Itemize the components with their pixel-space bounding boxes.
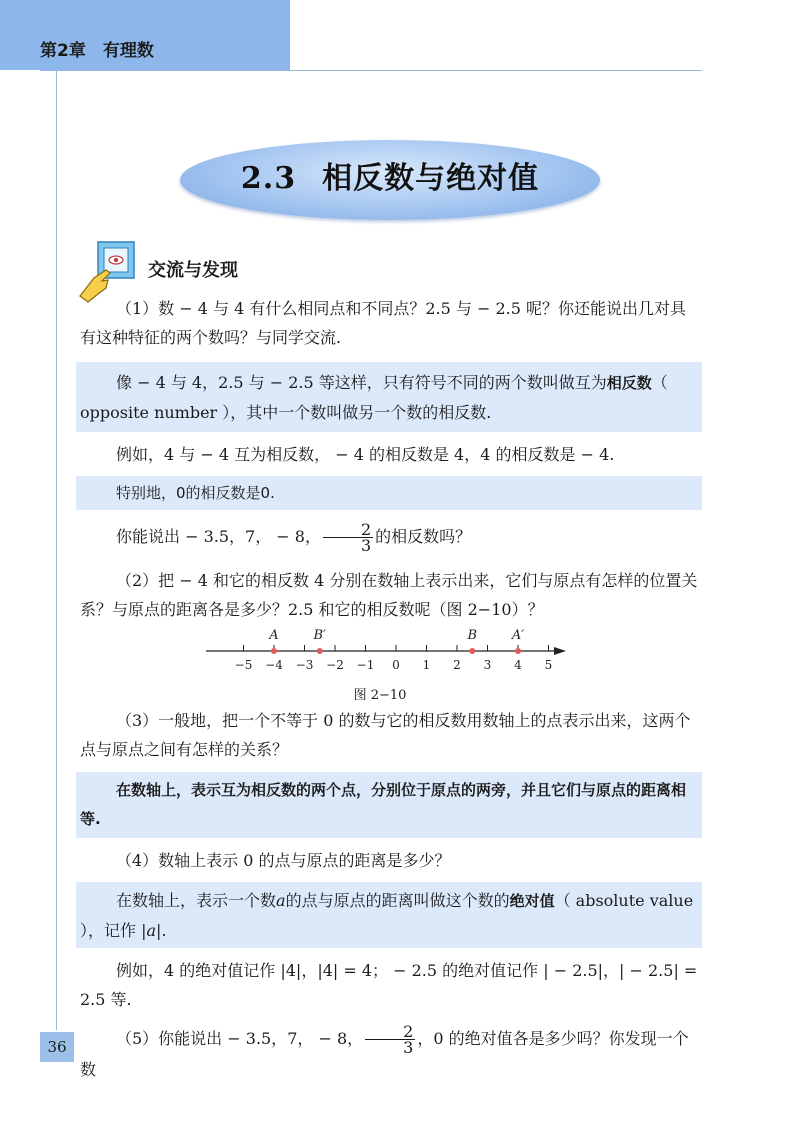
question-1: （1）数 − 4 与 4 有什么相同点和不同点？2.5 与 − 2.5 呢？你还能说出几对具有这种特征的两个数吗？与同学交流. [80,299,687,347]
question-5 [80,1024,702,1084]
special-note-box [76,476,702,510]
question-opposites [80,522,702,553]
point-marker [271,648,277,654]
tick-label: −1 [356,658,375,672]
left-margin-rule [56,70,57,1030]
point-label: A′ [511,628,525,643]
tick-label: 4 [514,658,522,672]
definition-opposite-after: （ opposite number ），其中一个数叫做另一个数的相反数. [80,373,668,422]
fraction-numerator: 2 [323,522,373,538]
absolute-def-middle: 的点与原点的距离叫做这个数的 [285,891,510,910]
page-number: 36 [47,1038,67,1056]
question-opposites-before: 你能说出 − 3.5，7， − 8， [116,527,321,546]
property-box-opposite-points [76,772,702,838]
point-label: B [467,628,478,643]
fraction-two-thirds [323,522,373,553]
tick-label: −2 [326,658,344,672]
term-opposite-number: 相反数 [606,374,652,392]
point-marker [469,648,475,654]
tick-label: −3 [295,658,314,672]
point-marker [317,648,323,654]
tick-label: 0 [392,658,400,672]
variable-a: a [276,891,286,910]
question-4: （4）数轴上表示 0 的点与原点的距离是多少？ [116,851,451,870]
term-absolute-value: 绝对值 [509,892,555,910]
section-title [180,140,600,220]
number-line-figure [196,620,576,680]
point-label: A [269,628,279,643]
section-title-text: 相反数与绝对值 [322,161,540,196]
absolute-def-end: |. [156,921,167,940]
definition-box-opposite [76,362,702,432]
point-label: B′ [313,628,327,643]
fraction-denominator-q5: 3 [403,1038,414,1057]
question-5-after: ，0 的绝对值各是多少吗？你发现一个数 [80,1029,689,1079]
question-3: （3）一般地，把一个不等于 0 的数与它的相反数用数轴上的点表示出来，这两个点与原点之间有怎样的关系？ [80,711,691,759]
figure-caption: 图 2−10 [353,688,407,703]
variable-a-notation: a [146,921,157,940]
chapter-label: 第2章 有理数 [40,41,154,61]
discover-heading: 交流与发现 [148,260,238,281]
tick-label: 2 [453,658,461,672]
property-text: 在数轴上，表示互为相反数的两个点，分别位于原点的两旁，并且它们与原点的距离相等. [80,781,687,828]
number-line-arrow [554,647,566,655]
example-opposite: 例如，4 与 − 4 互为相反数， − 4 的相反数是 4，4 的相反数是 − 4. [116,445,615,464]
tick-label: 1 [422,658,431,672]
absolute-def-after: （ absolute value ），记作 | [80,891,694,940]
example-absolute: 例如，4 的绝对值记作 |4|，|4| = 4； − 2.5 的绝对值记作 | − 2.5|，| − 2.5| = 2.5 等. [80,961,698,1009]
special-note-text: 特别地，0的相反数是0. [116,484,275,502]
fraction-denominator: 3 [360,536,372,555]
tick-label: 3 [483,658,492,672]
section-number: 2.3 [240,161,297,196]
header-rule [40,70,702,71]
absolute-def-before: 在数轴上，表示一个数 [116,891,277,910]
question-opposites-after: 的相反数吗？ [375,527,472,546]
tick-label: 5 [544,658,553,672]
definition-box-absolute-value [76,882,702,948]
tick-label: −5 [234,658,253,672]
fraction-numerator-q5: 2 [365,1024,415,1040]
tick-label: −4 [265,658,283,672]
definition-opposite-before: 像 − 4 与 4，2.5 与 − 2.5 等这样，只有符号不同的两个数叫做互为 [116,373,607,392]
fraction-two-thirds-q5 [365,1024,415,1055]
question-2: （2）把 − 4 和它的相反数 4 分别在数轴上表示出来，它们与原点有怎样的位置关系？与原点的距离各是多少？2.5 和它的相反数呢（图 2−10）？ [80,571,698,619]
question-5-before: （5）你能说出 − 3.5，7， − 8， [116,1029,364,1048]
point-marker [515,648,521,654]
